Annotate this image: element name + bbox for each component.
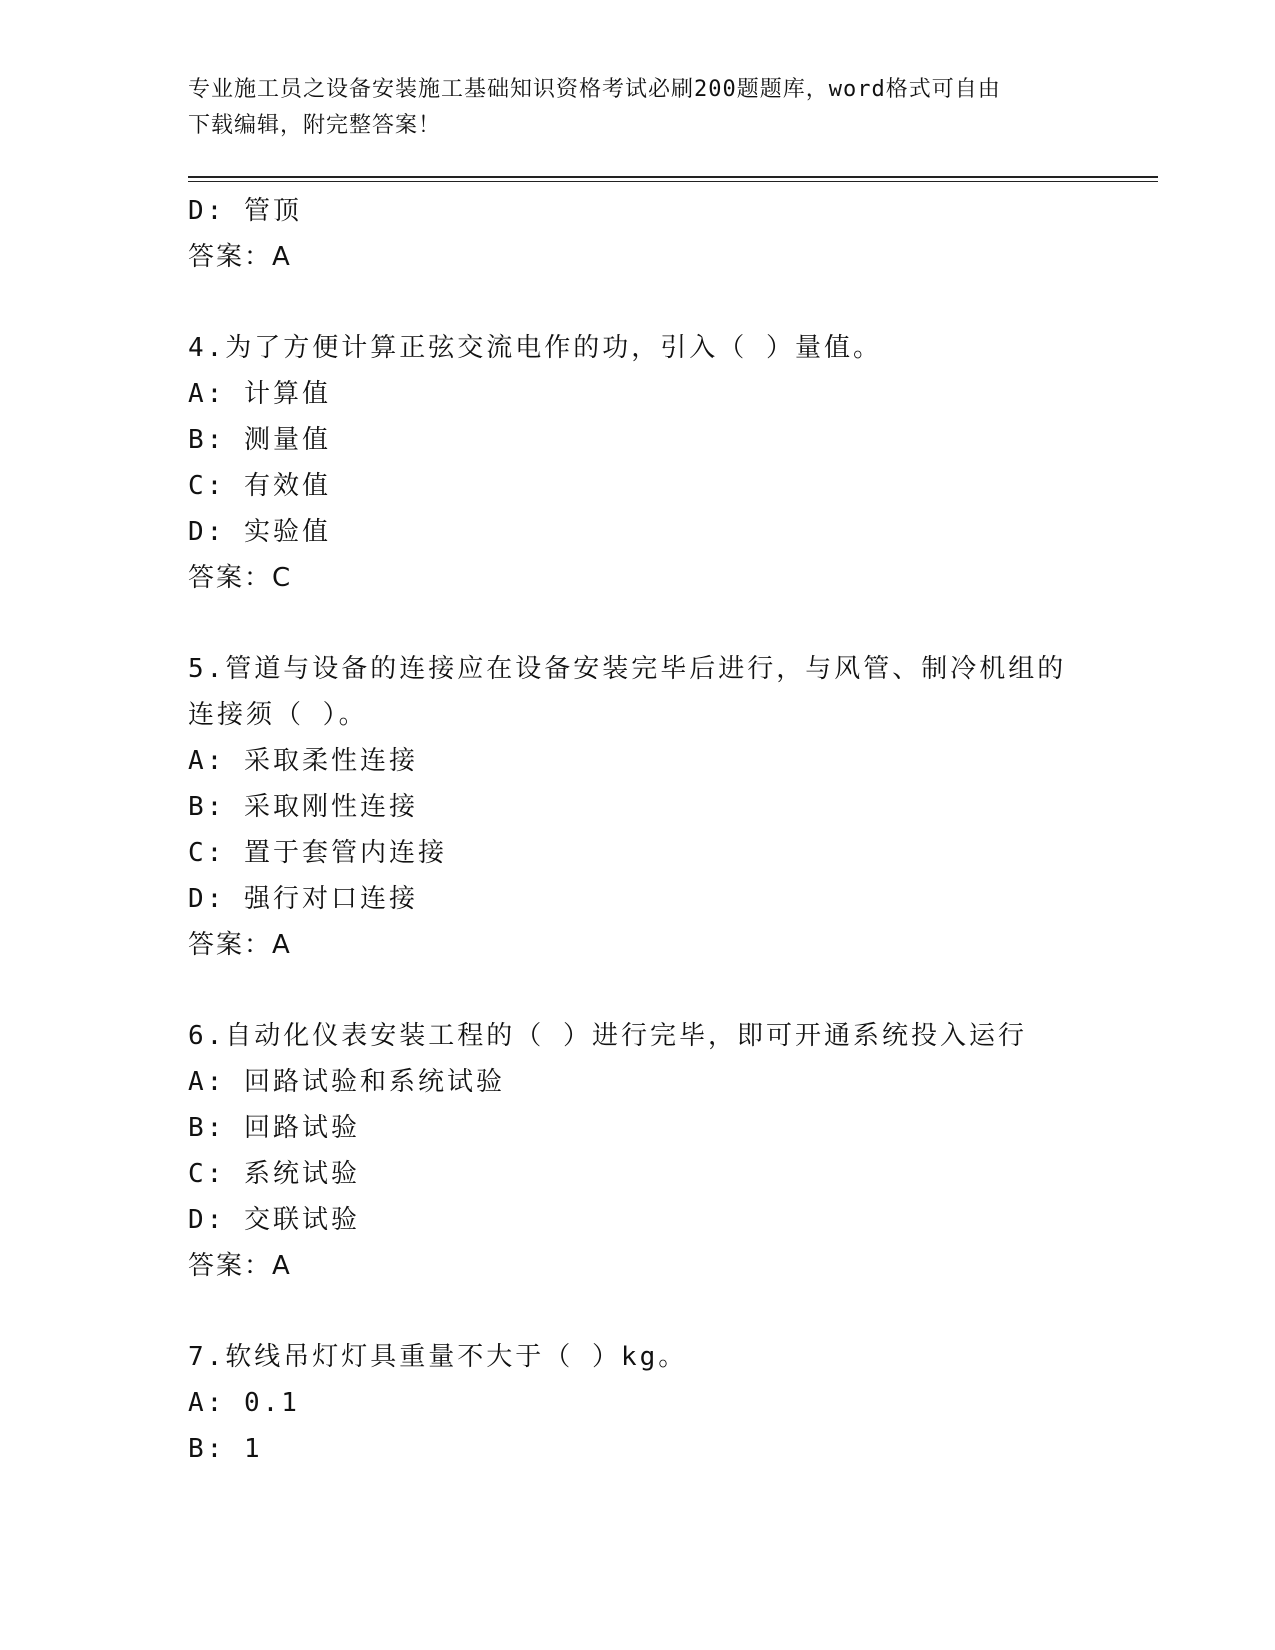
question-list [188,188,1128,1472]
option-d: D: 实验值 [188,517,331,547]
question-block-3-tail [188,188,1128,280]
option-b: B: 测量值 [188,425,331,455]
header-divider-thick [188,176,1158,178]
option-b: B: 采取刚性连接 [188,792,418,822]
option-a: A: 采取柔性连接 [188,746,418,776]
option-a: A: 计算值 [188,379,331,409]
document-header [188,72,1088,144]
option-d: D: 管顶 [188,196,302,226]
spacer [188,280,1128,325]
option-b: B: 回路试验 [188,1113,360,1143]
option-d: D: 交联试验 [188,1205,360,1235]
option-c: C: 系统试验 [188,1159,360,1189]
option-d: D: 强行对口连接 [188,884,418,914]
question-stem-line-2: 连接须（ ）。 [188,700,368,730]
question-block-6 [188,1013,1128,1289]
spacer [188,968,1128,1013]
option-a: A: 0.1 [188,1388,300,1418]
option-b: B: 1 [188,1434,263,1464]
question-stem: 4.为了方便计算正弦交流电作的功，引入（ ）量值。 [188,333,882,363]
answer-line: 答案：A [188,930,292,960]
question-block-7 [188,1334,1128,1472]
answer-line: 答案：A [188,242,292,272]
option-c: C: 有效值 [188,471,331,501]
answer-line: 答案：A [188,1251,292,1281]
question-stem: 6.自动化仪表安装工程的（ ）进行完毕，即可开通系统投入运行 [188,1021,1027,1051]
question-block-5 [188,646,1128,968]
question-block-4 [188,325,1128,601]
header-divider-thin [188,181,1158,182]
option-a: A: 回路试验和系统试验 [188,1067,505,1097]
option-c: C: 置于套管内连接 [188,838,447,868]
spacer [188,1289,1128,1334]
spacer [188,601,1128,646]
question-stem-line-1: 5.管道与设备的连接应在设备安装完毕后进行，与风管、制冷机组的 [188,654,1067,684]
header-line-1: 专业施工员之设备安装施工基础知识资格考试必刷200题题库，word格式可自由 [188,77,1001,102]
header-line-2: 下载编辑，附完整答案！ [188,113,442,138]
answer-line: 答案：C [188,563,293,593]
question-stem: 7.软线吊灯灯具重量不大于（ ）kg。 [188,1342,688,1372]
